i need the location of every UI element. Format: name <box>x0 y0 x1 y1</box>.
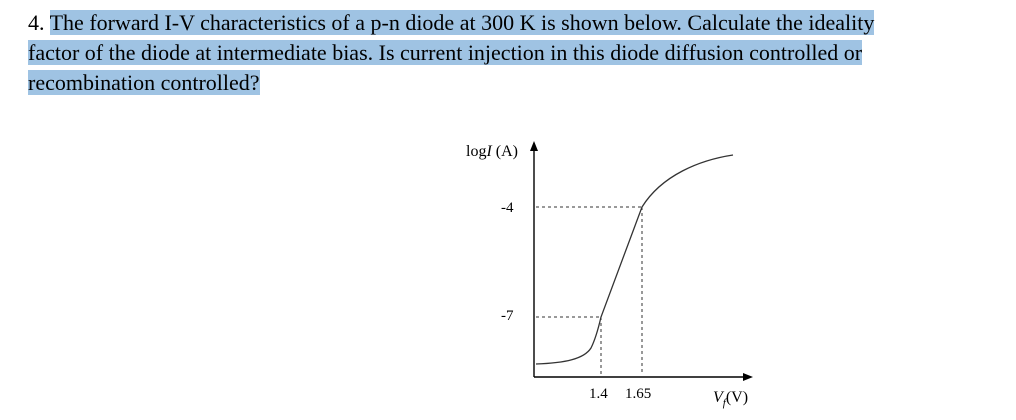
iv-curve <box>536 155 733 364</box>
y-tick-label: -4 <box>501 200 514 216</box>
highlighted-text-3: recombination controlled? <box>28 70 260 95</box>
x-label-unit: (V) <box>725 389 749 406</box>
highlighted-text-2: factor of the diode at intermediate bias. Is current injection in this diode diffusion controlled or <box>28 40 863 65</box>
y-label-prefix: log <box>466 143 487 160</box>
x-tick-label: 1.4 <box>589 386 608 402</box>
x-tick-label: 1.65 <box>625 386 652 402</box>
y-label-unit: (A) <box>491 143 518 160</box>
x-label-subscript: f <box>722 397 726 409</box>
y-tick-label: -7 <box>501 308 514 324</box>
x-axis-label <box>713 389 748 409</box>
question-number: 4. <box>28 10 50 35</box>
y-axis-label <box>466 143 518 160</box>
highlighted-text-1: The forward I-V characteristics of a p-n diode at 300 K is shown below. Calculate the ideality <box>49 10 875 35</box>
x-label-variable: V <box>713 389 723 406</box>
y-label-variable: I <box>486 143 492 160</box>
